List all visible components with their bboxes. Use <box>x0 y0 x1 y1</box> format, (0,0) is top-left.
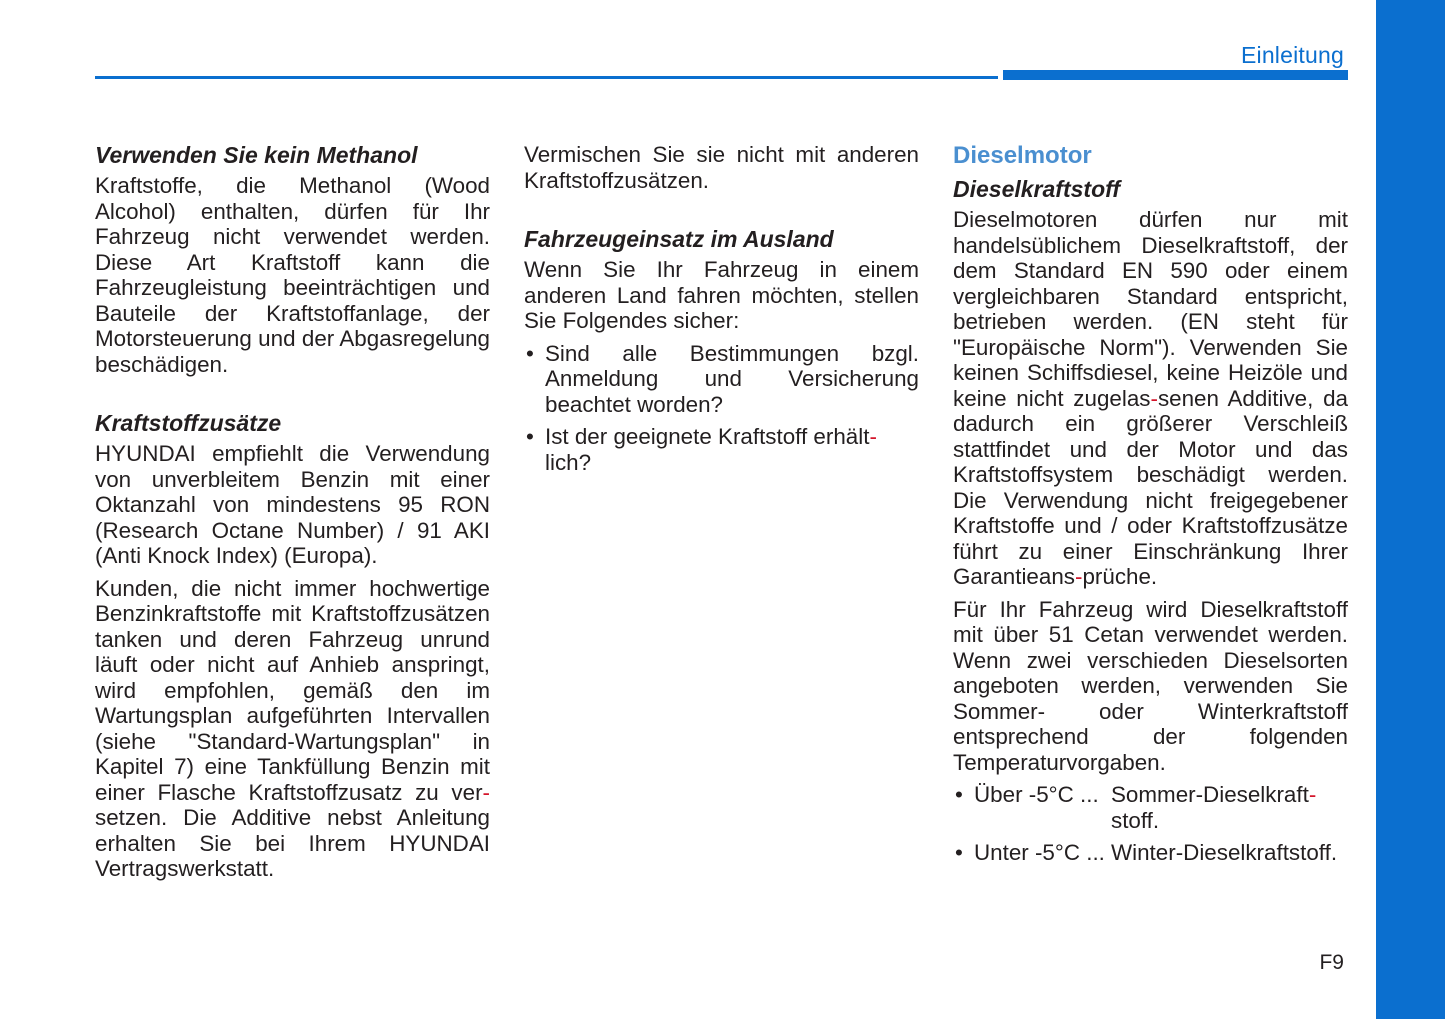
bullet-icon: • <box>526 340 534 366</box>
abroad-checklist <box>524 341 919 476</box>
bullet-icon: • <box>526 424 534 449</box>
paragraph-abroad-intro: Wenn Sie Ihr Fahrzeug in einem anderen Land fahren möchten, stellen Sie Folgendes sicher: <box>524 257 919 333</box>
paragraph-octane: HYUNDAI empfiehlt die Verwendung von unverbleitem Benzin mit einer Oktanzahl von mindestens 95 RON (Research Octane Number) / 91 AKI (Anti Knock Index) (Europa). <box>95 441 490 568</box>
paragraph-methanol: Kraftstoffe, die Methanol (Wood Alcohol) enthalten, dürfen für Ihr Fahrzeug nicht verwendet werden. Diese Art Kraftstoff kann die Fahrzeugleistung beeinträchtigen und Bauteile der Kraftstoffanlage, der Motorsteuerung und der Abgasregelung beschädigen. <box>95 173 490 377</box>
temperature-condition: Unter -5°C ... <box>974 840 1105 865</box>
temperature-condition: Über -5°C ... <box>974 782 1099 807</box>
temperature-fuel: Sommer-Dieselkraft- stoff. <box>1111 782 1317 833</box>
heading-diesel-engine: Dieselmotor <box>953 142 1092 169</box>
header-rule <box>95 76 998 79</box>
hyphen-mark: - <box>1150 385 1158 411</box>
hyphen-mark: - <box>482 779 490 805</box>
header-rule-accent <box>1003 70 1348 80</box>
paragraph-cetane: Für Ihr Fahrzeug wird Dieselkraftstoff mit über 51 Cetan verwendet werden. Wenn zwei verschieden Dieselsorten angeboten werden, verwenden Sie Sommer- oder Winterkraftstoff entsprechend der folgenden Temperaturvorgaben. <box>953 596 1348 775</box>
heading-no-methanol: Verwenden Sie kein Methanol <box>95 142 418 168</box>
column-left <box>95 142 490 889</box>
temperature-fuel: Winter-Dieselkraftstoff. <box>1111 840 1338 865</box>
temperature-row-winter <box>953 840 1348 866</box>
chapter-title: Einleitung <box>1240 42 1344 68</box>
column-middle <box>524 142 919 482</box>
paragraph-diesel-requirements: Dieselmotoren dürfen nur mit handelsüblichem Dieselkraftstoff, der dem Standard EN 590 oder einem vergleichbaren Standard entspricht, betrieben werden. (EN steht für "Europäische Norm"). Verwenden Sie keinen Schiffsdiesel, keine Heizöle und keine nicht zugelas-senen Additive, da dadurch ein größerer Verschleiß stattfindet und der Motor und das Kraftstoffsystem beschädigt werden. Die Verwendung nicht freigegebener Kraftstoffe und / oder Kraftstoffzusätze führt zu einer Einschränkung Ihrer Garantieans-prüche. <box>953 207 1348 589</box>
heading-abroad: Fahrzeugeinsatz im Ausland <box>524 226 834 252</box>
paragraph-additives-recommendation: Kunden, die nicht immer hochwertige Benzinkraftstoffe mit Kraftstoffzusätzen tanken und deren Fahrzeug unrund läuft oder nicht auf Anhieb anspringt, wird empfohlen, gemäß den im Wartungsplan aufgeführten Intervallen (siehe "Standard-Wartungsplan" in Kapitel 7) eine Tankfüllung Benzin mit einer Flasche Kraftstoffzusatz zu ver-setzen. Die Additive nebst Anleitung erhalten Sie bei Ihrem HYUNDAI Vertragswerkstatt. <box>95 575 490 881</box>
temperature-row-summer <box>953 782 1348 833</box>
bullet-icon: • <box>955 782 963 807</box>
page-number: F9 <box>1319 951 1344 974</box>
column-right <box>953 142 1348 866</box>
list-item: • Ist der geeignete Kraftstoff erhält- lich? <box>526 424 877 475</box>
chapter-side-tab <box>1376 0 1445 1019</box>
paragraph-continuation: Vermischen Sie sie nicht mit anderen Kraftstoffzusätzen. <box>524 142 919 193</box>
list-item: • Sind alle Bestimmungen bzgl. Anmeldung und Versicherung beachtet worden? <box>526 340 919 417</box>
heading-diesel-fuel: Dieselkraftstoff <box>953 176 1121 202</box>
heading-fuel-additives: Kraftstoffzusätze <box>95 410 282 436</box>
hyphen-mark: - <box>1308 782 1317 807</box>
bullet-icon: • <box>955 840 963 865</box>
hyphen-mark: - <box>869 424 877 449</box>
hyphen-mark: - <box>1074 564 1083 589</box>
